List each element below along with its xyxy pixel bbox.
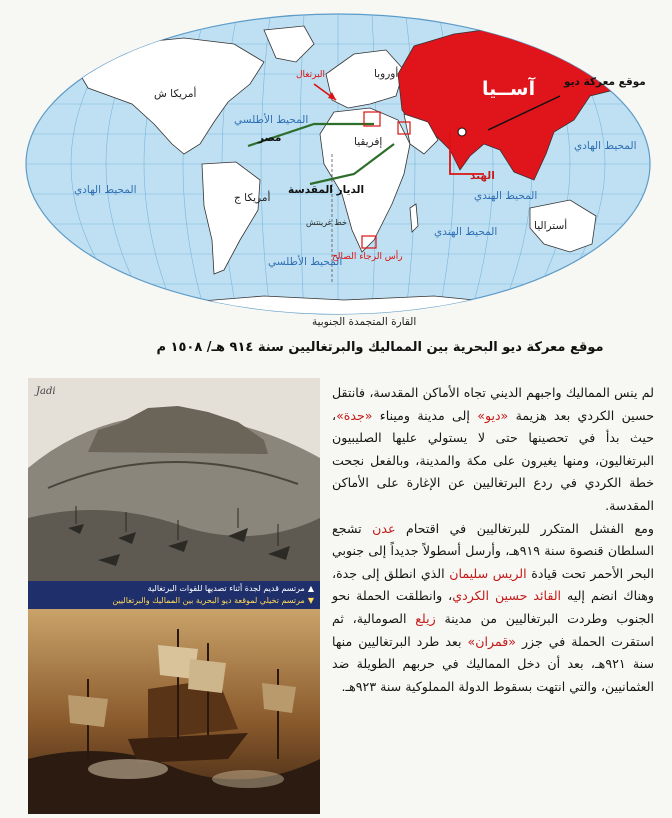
continent-australia-label: أستراليا [534,220,568,232]
jeddah-engraving-image [28,378,320,581]
egypt-label: مصر [258,132,282,144]
ocean-pacific-west-label: المحيط الهادي [74,184,137,196]
qaid-hussein-highlight: القائد حسين الكردي [452,588,562,604]
continent-africa-label: إفريقيا [354,136,383,148]
battle-site-label: موقع معركة ديو [564,76,646,88]
ocean-pacific-east-label: المحيط الهادي [574,140,637,152]
continent-antarctica-label: القارة المتجمدة الجنوبية [312,316,417,328]
greenwich-label: خط غرينتش [306,218,347,227]
portugal-label: البرتغال [296,70,326,80]
ocean-atlantic-south-label: المحيط الأطلسي [268,256,343,268]
artist-signature: Jadi [36,386,56,397]
continent-asia-label: آســيا [482,78,536,100]
zaila-highlight: زيلع [415,610,436,626]
battle-marker [458,128,466,136]
holy-lands-label: الديار المقدسة [288,184,365,196]
jeddah-highlight: «جدة» [336,407,373,423]
image-captions [28,581,320,609]
paragraph-2: ومع الفشل المتكرر للبرتغاليين في اقتحام عدن تشجع السلطان قنصوة سنة ٩١٩هـ، وأرسل أسطولاً جديداً إلى جنوبي البحر الأحمر تحت قيادة الريس سليمان الذي انطلق إلى جدة، وهناك انضم إليه القائد حسين الكردي، وانطلقت الحملة نحو الجنوب وطردت البرتغاليين من مدينة زيلع الصومالية، ثم استقرت الحملة في جزر «قمران» بعد طرد البرتغاليين منها سنة ٩٢١هـ، بعد أن دخل المماليك في حربهم الطويلة ضد العثمانيين، والتي انتهت بسقوط الدولة المملوكية سنة ٩٢٣هـ. [332,520,655,694]
caption-up-arrow: ▲ [307,584,314,593]
diu-highlight: «ديو» [477,407,509,423]
ocean-indian-label: المحيط الهندي [434,226,498,238]
cape-label: رأس الرجاء الصالح [332,252,403,262]
qamaran-highlight: «قمران» [467,633,516,649]
painting-drawing [28,609,320,814]
continent-north-america-label: أمريكا ش [154,88,197,100]
continent-south-america-label: أمريكا ج [234,192,271,204]
caption-line-1: ▲مرتسم قديم لجدة أثناء تصديها للقوات البرتغالية [147,584,314,593]
caption-line-2: ▼مرتسم تخيلي لموقعة ديو البحرية بين المماليك والبرتغاليين [112,596,314,605]
engraving-drawing [28,378,320,581]
paragraph-1: لم ينس المماليك واجبهم الديني تجاه الأماكن المقدسة، فانتقل حسين الكردي بعد هزيمة «ديو» إلى مدينة وميناء «جدة»، حيث بدأ في تحصينها حتى لا يستولي عليها الصليبيون البرتغاليون، ومنها يغيرون على مكة والمدينة، وبالفعل نجحت خطة الكردي في ردع البرتغاليين عن الإغارة على الأماكن المقدسة. [332,385,654,513]
caption-down-arrow: ▼ [307,596,314,605]
continent-europe-label: أوروبا [374,68,399,80]
map-graphic [14,4,662,336]
article-body [332,382,654,698]
rais-suleiman-highlight: الريس سليمان [449,565,527,581]
ocean-indian-2-label: المحيط الهندي [474,190,538,202]
map-caption: موقع معركة ديو البحرية بين المماليك والبرتغاليين سنة ٩١٤ هـ/ ١٥٠٨ م [156,340,604,355]
world-map [14,4,662,336]
aden-highlight: عدن [372,520,396,536]
diu-battle-painting [28,609,320,814]
india-label: الهند [470,170,495,182]
illustration-panel [28,378,320,814]
ocean-atlantic-north-label: المحيط الأطلسي [234,114,309,126]
